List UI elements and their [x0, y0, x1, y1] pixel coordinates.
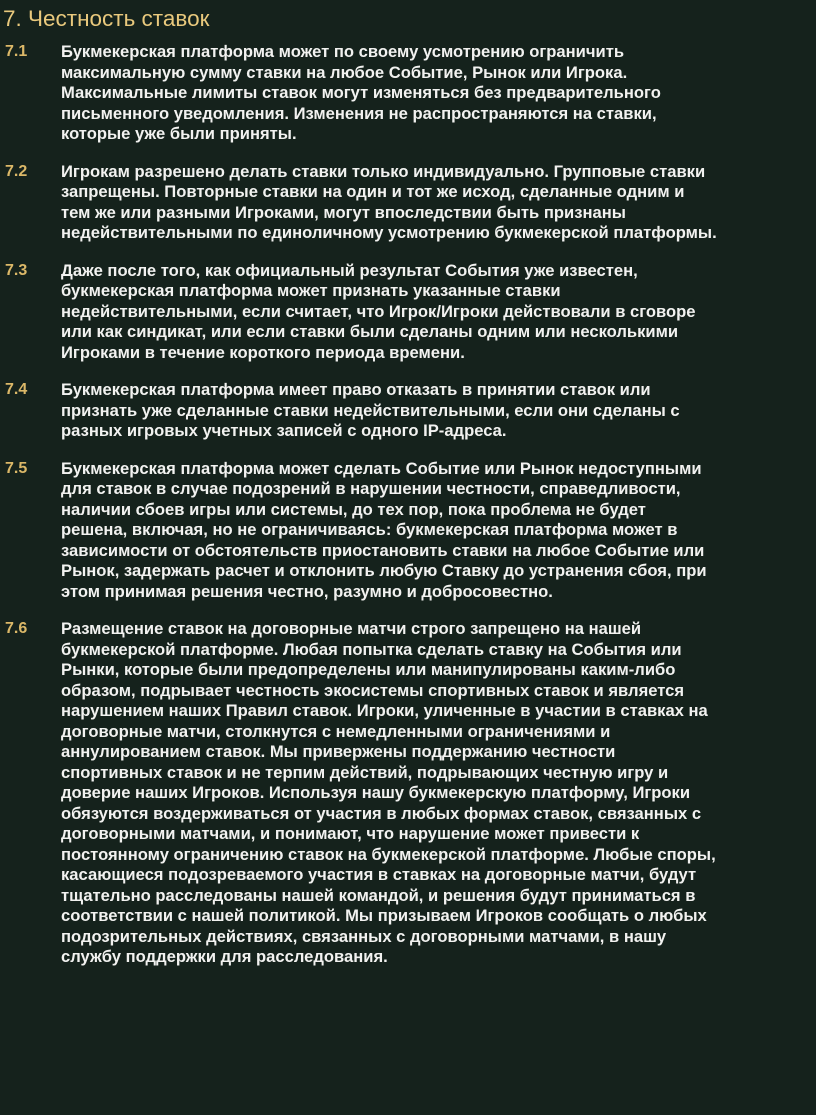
rule-text-line: постоянному ограничению ставок на букмекерской платформе. Любые споры,: [61, 844, 716, 864]
rule-text-line: для ставок в случае подозрений в нарушении честности, справедливости,: [61, 479, 681, 498]
rule-text-line: соответствии с нашей политикой. Мы призываем Игроков сообщать о любых: [61, 906, 707, 925]
rule-text-line: которые уже были приняты.: [61, 124, 297, 143]
rule-item: [0, 261, 816, 364]
rule-text-line: касающиеся подозреваемого участия в ставках на договорные матчи, будут: [61, 865, 697, 884]
rule-text-line: Игрокам разрешено делать ставки только индивидуально. Групповые ставки: [61, 161, 706, 181]
rule-text-line: Букмекерская платформа может сделать Событие или Рынок недоступными: [61, 458, 702, 478]
rule-text-line: Максимальные лимиты ставок могут изменяться без предварительного: [61, 83, 661, 102]
section-title: 7. Честность ставок: [3, 6, 210, 31]
rule-text-line: Букмекерская платформа может по своему усмотрению ограничить: [61, 42, 625, 61]
rule-text-line: договорными матчами, и понимают, что нарушение может привести к: [61, 824, 640, 843]
rule-text-line: максимальную сумму ставки на любое Событие, Рынок или Игрока.: [61, 62, 628, 82]
rule-text-line: нарушением наших Правил ставок. Игроки, уличенные в участии в ставках на: [61, 701, 708, 720]
rule-text-line: признать уже сделанные ставки недействительными, если они сделаны с: [61, 400, 680, 420]
rule-text-line: аннулированием ставок. Мы привержены поддержанию честности: [61, 742, 616, 761]
rule-text-line: Рынок, задержать расчет и отклонить любую Ставку до устранения сбоя, при: [61, 561, 707, 580]
rule-number: 7.2: [5, 162, 28, 180]
rule-item: [0, 459, 816, 603]
rule-text-line: службу поддержки для расследования.: [61, 947, 388, 966]
rule-text-line: договорные матчи, столкнутся с немедленными ограничениями и: [61, 721, 611, 741]
rule-text-line: букмекерской платформе. Любая попытка сделать ставку на События или: [61, 639, 682, 659]
rule-text-line: образом, подрывает честность экосистемы спортивных ставок и является: [61, 680, 685, 700]
rule-text-line: недействительными по единоличному усмотрению букмекерской платформы.: [61, 223, 717, 242]
rule-text-line: письменного уведомления. Изменения не распространяются на ставки,: [61, 103, 657, 123]
rule-text-line: Игроками в течение короткого периода времени.: [61, 342, 465, 362]
rule-number: 7.6: [5, 620, 28, 637]
rule-text: [61, 261, 809, 364]
rule-text: [61, 380, 809, 442]
rule-text-line: разных игровых учетных записей с одного IP-адреса.: [61, 421, 507, 440]
rule-text-line: или как синдикат, или если ставки были сделаны одним или несколькими: [61, 322, 679, 341]
rule-number: 7.3: [5, 261, 28, 279]
rule-text-line: Букмекерская платформа имеет право отказать в принятии ставок или: [61, 380, 651, 399]
rule-text-line: решена, включая, но не ограничиваясь: букмекерская платформа может в: [61, 520, 678, 539]
rule-text-line: зависимости от обстоятельств приостановить ставки на любое Событие или: [61, 540, 705, 560]
rule-text-line: наличии сбоев игры или системы, до тех пор, пока проблема не будет: [61, 499, 646, 519]
rule-number: 7.4: [5, 381, 28, 398]
rule-text-line: запрещены. Повторные ставки на один и тот же исход, сделанные одним и: [61, 182, 685, 201]
rule-text-line: букмекерская платформа может признать указанные ставки: [61, 281, 561, 300]
rule-text: [61, 162, 809, 244]
rules-list: [0, 42, 816, 968]
rule-item: [0, 380, 816, 442]
rule-text: [61, 619, 809, 968]
rule-text: [61, 459, 809, 603]
rule-text-line: Размещение ставок на договорные матчи строго запрещено на нашей: [61, 619, 642, 638]
rule-number: 7.5: [5, 459, 28, 477]
rule-text-line: этом принимая решения честно, разумно и добросовестно.: [61, 581, 553, 601]
rule-text-line: Рынки, которые были предопределены или манипулированы каким-либо: [61, 660, 676, 679]
rule-text-line: спортивных ставок и не терпим действий, подрывающих честную игру и: [61, 762, 669, 782]
rule-item: [0, 42, 816, 145]
rule-text-line: тем же или разными Игроками, могут впоследствии быть признаны: [61, 202, 626, 222]
rule-text-line: тщательно расследованы нашей командой, и решения будут приниматься в: [61, 885, 696, 905]
rule-text-line: доверие наших Игроков. Используя нашу букмекерскую платформу, Игроки: [61, 783, 691, 802]
rule-item: [0, 162, 816, 244]
rule-text-line: подозрительных действиях, связанных с договорными матчами, в нашу: [61, 926, 667, 946]
rule-text-line: недействительными, если считает, что Игрок/Игроки действовали в сговоре: [61, 301, 696, 321]
rule-item: [0, 619, 816, 968]
rule-text-line: Даже после того, как официальный результат События уже известен,: [61, 260, 638, 280]
rule-number: 7.1: [5, 43, 28, 60]
rule-text: [61, 42, 809, 145]
rule-text-line: обязуются воздерживаться от участия в любых формах ставок, связанных с: [61, 803, 702, 823]
